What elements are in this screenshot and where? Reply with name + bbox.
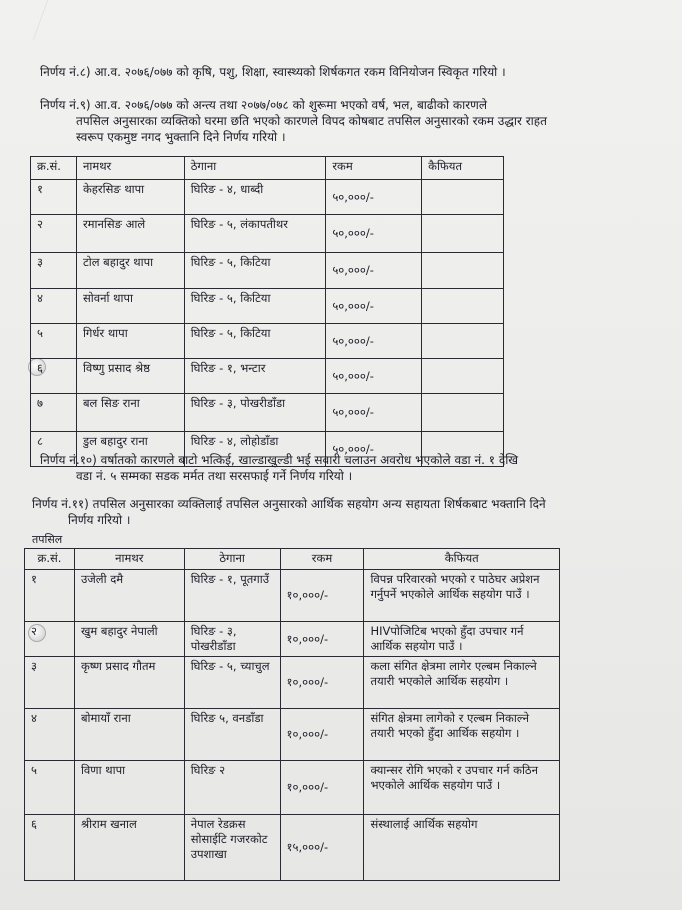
cell-name: रमानसिङ आले <box>76 215 184 253</box>
relief-table-row <box>31 394 504 432</box>
cell-sn: ३ <box>31 253 77 289</box>
cell-remarks <box>422 215 504 253</box>
cell-address: घिरिङ - ५, च्याचुल <box>184 657 280 709</box>
cell-sn: ४ <box>25 709 75 761</box>
cell-sn: ८ <box>31 432 77 467</box>
cell-address: घिरिङ - ५, किटिया <box>184 253 326 289</box>
cell-sn: २ <box>31 215 77 253</box>
page-fold-mark <box>0 0 48 40</box>
relief-table-row <box>31 253 504 289</box>
cell-amount: १५,०००/- <box>280 815 364 881</box>
cell-remarks: HIVपोजिटिब भएको हुँदा उपचार गर्न आर्थिक सहयोग पाउँ । <box>364 622 560 657</box>
cell-remarks: संगित क्षेत्रमा लागेको र एल्बम निकाल्ने तयारी भएको हुँदा आर्थिक सहयोग । <box>364 709 560 761</box>
cell-address: घिरिङ - ३, पोखरीडाँडा <box>184 622 280 657</box>
cell-name: उजेली दमै <box>74 570 184 622</box>
decision-9-line2: तपसिल अनुसारका व्यक्तिको घरमा छति भएको कारणले विपद कोषबाट तपसिल अनुसारको रकम उद्धार राहत <box>76 114 547 128</box>
relief-table-row <box>31 215 504 253</box>
assistance-table <box>24 548 560 881</box>
cell-name: डुल बहादुर राना <box>76 432 184 467</box>
cell-amount: ५०,०००/- <box>326 215 422 253</box>
relief-table-row <box>31 289 504 324</box>
cell-sn: १ <box>25 570 75 622</box>
relief-table-row <box>31 180 504 215</box>
cell-remarks: विपन्न परिवारको भएको र पाठेघर अप्रेशन गर्नुपर्ने भएकोले आर्थिक सहयोग पाउँ । <box>364 570 560 622</box>
cell-name: बल सिङ राना <box>76 394 184 432</box>
cell-address: घिरिङ ५, वनडाँडा <box>184 709 280 761</box>
cell-amount: ५०,०००/- <box>326 359 422 394</box>
assistance-table-row <box>25 622 560 657</box>
cell-address: घिरिङ - १, पूतगाउँ <box>184 570 280 622</box>
cell-name: बोमायाँ राना <box>74 709 184 761</box>
cell-sn: ५ <box>31 324 77 359</box>
cell-amount: ५०,०००/- <box>326 289 422 324</box>
cell-remarks <box>422 394 504 432</box>
cell-remarks <box>422 289 504 324</box>
cell-amount: ५०,०००/- <box>326 324 422 359</box>
cell-address: घिरिङ - ५, किटिया <box>184 289 326 324</box>
relief-table <box>30 156 504 467</box>
cell-name: विष्णु प्रसाद श्रेष्ठ <box>76 359 184 394</box>
cell-address: घिरिङ २ <box>184 761 280 815</box>
relief-table-row <box>31 359 504 394</box>
header-remarks: कैफियत <box>422 157 504 180</box>
cell-address: घिरिङ - १, भन्टार <box>184 359 326 394</box>
cell-remarks <box>422 324 504 359</box>
cell-amount: ५०,०००/- <box>326 432 422 467</box>
cell-name: टोल बहादुर थापा <box>76 253 184 289</box>
decision-9-line1: निर्णय नं.९) आ.व. २०७६/०७७ को अन्त्य तथा २०७७/०७८ को शुरूमा भएको वर्ष, भल, बाढीको कारणले <box>40 98 487 112</box>
header-address: ठेगाना <box>184 549 280 570</box>
cell-address: घिरिङ - ४, लोहोडाँडा <box>184 432 326 467</box>
cell-name: गिर्धर थापा <box>76 324 184 359</box>
cell-address: घिरिङ - ५, किटिया <box>184 324 326 359</box>
cell-amount: ५०,०००/- <box>326 180 422 215</box>
cell-sn: ४ <box>31 289 77 324</box>
decision-8: निर्णय नं.८) आ.व. २०७६/०७७ को कृषि, पशु, शिक्षा, स्वास्थ्यको शिर्षकगत रकम विनियोजन स्विकृत गरियो । <box>40 65 506 79</box>
cell-amount: ५०,०००/- <box>326 253 422 289</box>
decision-11 <box>32 496 666 528</box>
header-address: ठेगाना <box>184 157 326 180</box>
cell-name: श्रीराम खनाल <box>74 815 184 881</box>
cell-remarks: कला संगित क्षेत्रमा लागेर एल्बम निकाल्ने तयारी भएकोले आर्थिक सहयोग । <box>364 657 560 709</box>
decision-11-line1: निर्णय नं.११) तपसिल अनुसारका व्यक्तिलाई तपसिल अनुसारको आर्थिक सहयोग अन्य सहायता शिर्षकबाट भक्तानि दिने <box>32 497 546 511</box>
cell-amount: १०,०००/- <box>280 570 364 622</box>
header-name: नामथर <box>74 549 184 570</box>
assistance-table-header <box>25 549 560 570</box>
decision-9 <box>40 97 665 145</box>
cell-amount: १०,०००/- <box>280 622 364 657</box>
decision-9-line3: स्वरूप एकमुष्ट नगद भुक्तानि दिने निर्णय गरियो । <box>76 130 286 144</box>
cell-remarks: संस्थालाई आर्थिक सहयोग <box>364 815 560 881</box>
cell-sn: ५ <box>25 761 75 815</box>
cell-address: नेपाल रेडक्रस सोसाईटि गजरकोट उपशाखा <box>184 815 280 881</box>
assistance-table-row <box>25 709 560 761</box>
cell-amount: १०,०००/- <box>280 709 364 761</box>
cell-address: घिरिङ - ५, लंकापतीथर <box>184 215 326 253</box>
assistance-table-row <box>25 657 560 709</box>
cell-sn: ७ <box>31 394 77 432</box>
assistance-table-row <box>25 761 560 815</box>
header-amount: रकम <box>326 157 422 180</box>
cell-name: केहरसिङ थापा <box>76 180 184 215</box>
cell-sn: ६ <box>31 359 77 394</box>
cell-remarks <box>422 253 504 289</box>
cell-name: विणा थापा <box>74 761 184 815</box>
header-amount: रकम <box>280 549 364 570</box>
decision-10-line2: वडा नं. ५ सम्मका सडक मर्मत तथा सरसफाई गर्ने निर्णय गरियो । <box>76 469 353 483</box>
cell-sn: २ <box>25 622 75 657</box>
header-sn: क्र.सं. <box>31 157 77 180</box>
header-sn: क्र.सं. <box>25 549 75 570</box>
cell-sn: ३ <box>25 657 75 709</box>
relief-table-row <box>31 324 504 359</box>
cell-sn: ६ <box>25 815 75 881</box>
tapsil-label: तपसिल <box>32 533 63 546</box>
cell-remarks <box>422 359 504 394</box>
decision-11-line2: निर्णय गरियो । <box>68 513 131 527</box>
relief-table-header <box>31 157 504 180</box>
cell-sn: १ <box>31 180 77 215</box>
header-name: नामथर <box>76 157 184 180</box>
decision-10-line1: निर्णय नं.१०) वर्षातको कारणले बाटो भत्किई, खाल्डाखुल्डी भई सवारी चलाउन अवरोध भएकोले वडा नं. १ देखि <box>40 453 519 467</box>
cell-amount: १०,०००/- <box>280 761 364 815</box>
cell-amount: १०,०००/- <box>280 657 364 709</box>
cell-address: घिरिङ - ३, पोखरीडाँडा <box>184 394 326 432</box>
decision-10 <box>40 452 665 484</box>
assistance-table-row <box>25 570 560 622</box>
cell-remarks <box>422 180 504 215</box>
cell-name: सोवर्ना थापा <box>76 289 184 324</box>
cell-name: खुम बहादुर नेपाली <box>74 622 184 657</box>
cell-amount: ५०,०००/- <box>326 394 422 432</box>
cell-address: घिरिङ - ४, धाब्दी <box>184 180 326 215</box>
cell-name: कृष्ण प्रसाद गौतम <box>74 657 184 709</box>
header-remarks: कैफियत <box>364 549 560 570</box>
assistance-table-row <box>25 815 560 881</box>
cell-remarks: क्यान्सर रोगि भएको र उपचार गर्न कठिन भएकोले आर्थिक सहयोग पाउँ । <box>364 761 560 815</box>
